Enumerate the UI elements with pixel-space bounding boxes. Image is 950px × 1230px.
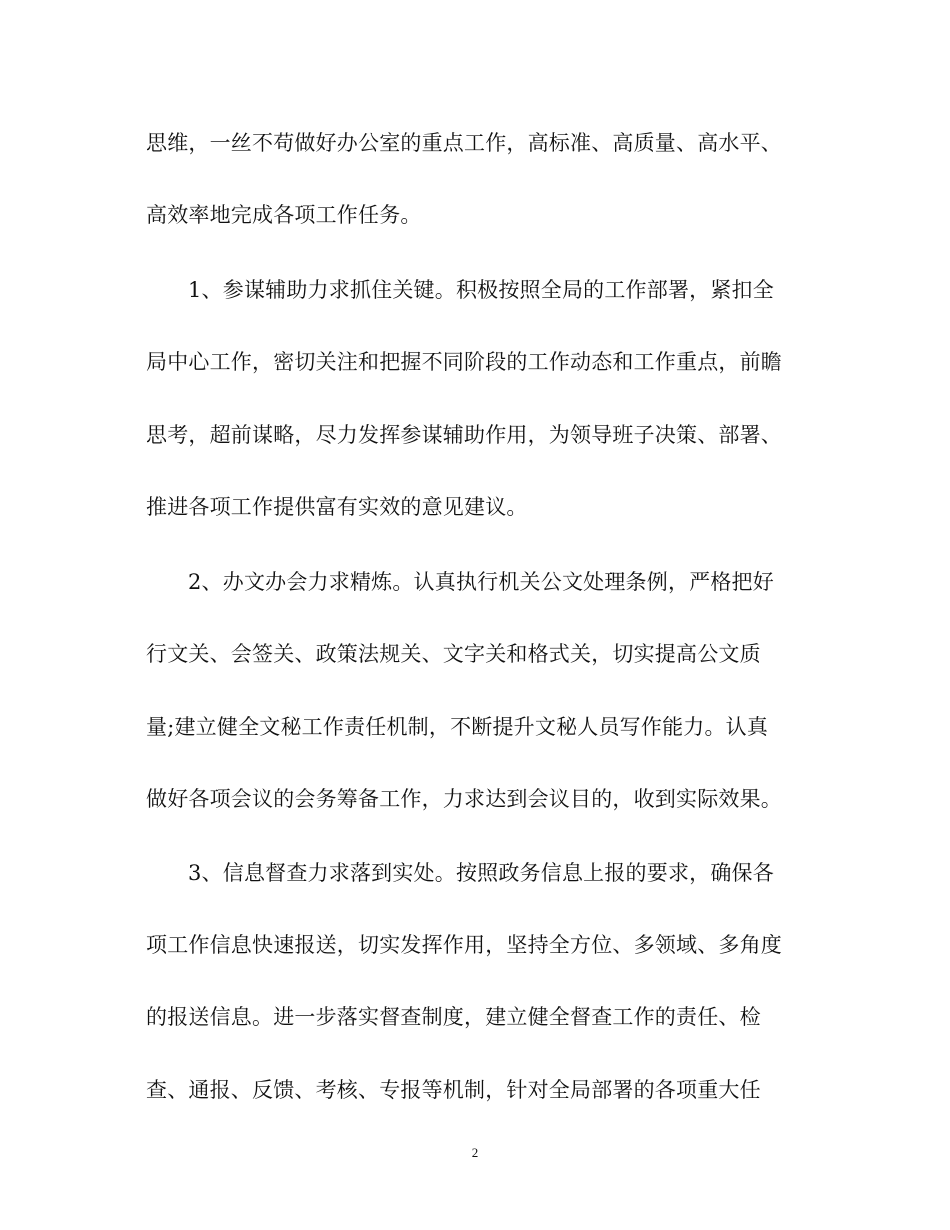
text-line: 高效率地完成各项工作任务。 bbox=[146, 203, 422, 227]
paragraph-heading-2: 2、办文办会力求精炼。认真执行机关公文处理条例，严格把好 bbox=[188, 570, 774, 594]
text-line: 思维，一丝不苟做好办公室的重点工作，高标准、高质量、高水平、 bbox=[146, 131, 782, 155]
text-line: 查、通报、反馈、考核、专报等机制，针对全局部署的各项重大任 bbox=[146, 1078, 761, 1102]
text-line: 做好各项会议的会务筹备工作，力求达到会议目的，收到实际效果。 bbox=[146, 787, 782, 811]
page-number: 2 bbox=[471, 1145, 479, 1160]
text-line: 行文关、会签关、政策法规关、文字关和格式关，切实提高公文质 bbox=[146, 642, 761, 666]
text-line: 局中心工作，密切关注和把握不同阶段的工作动态和工作重点，前瞻 bbox=[146, 350, 782, 374]
text-line: 思考，超前谋略，尽力发挥参谋辅助作用，为领导班子决策、部署、 bbox=[146, 423, 782, 447]
paragraph-heading-1: 1、参谋辅助力求抓住关键。积极按照全局的工作部署，紧扣全 bbox=[188, 278, 774, 302]
paragraph-heading-3: 3、信息督查力求落到实处。按照政务信息上报的要求，确保各 bbox=[188, 861, 774, 885]
text-line: 项工作信息快速报送，切实发挥作用，坚持全方位、多领域、多角度 bbox=[146, 933, 782, 957]
text-line: 推进各项工作提供富有实效的意见建议。 bbox=[146, 495, 528, 519]
text-line: 量;建立健全文秘工作责任机制，不断提升文秘人员写作能力。认真 bbox=[146, 715, 769, 739]
text-line: 的报送信息。进一步落实督查制度，建立健全督查工作的责任、检 bbox=[146, 1005, 761, 1029]
